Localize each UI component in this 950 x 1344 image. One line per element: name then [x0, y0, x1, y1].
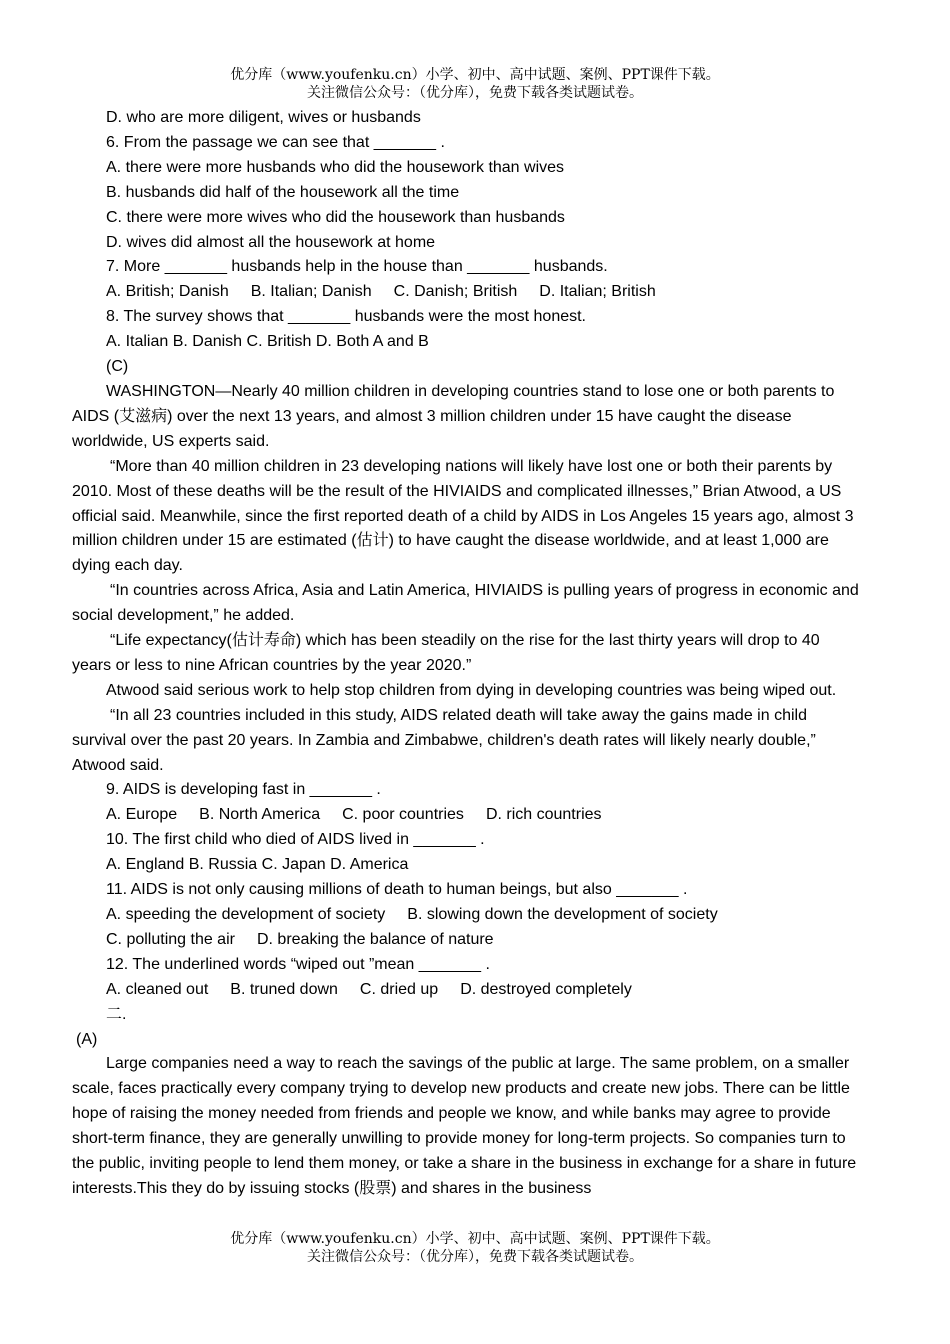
q6-option-a: A. there were more husbands who did the housework than wives: [106, 158, 565, 176]
q11-stem: 11. AIDS is not only causing millions of death to human beings, but also _______ .: [106, 881, 688, 899]
q8-stem: 8. The survey shows that _______ husbands were the most honest.: [106, 308, 586, 326]
q11-options-row-1: [72, 903, 862, 928]
q11-option-c: C. polluting the air: [106, 930, 235, 948]
q9-options: [72, 803, 862, 828]
page-footer: [0, 1230, 950, 1266]
q6-option-c: C. there were more wives who did the housework than husbands: [106, 208, 565, 226]
q9-option-d: D. rich countries: [485, 806, 602, 824]
section-2-paragraph-1: Large companies need a way to reach the savings of the public at large. The same problem, on a smaller scale, faces practically every company trying to develop new products and create new jobs. There can be little hope of raising the money needed from friends and people we know, and while banks may agree to provide short-term finance, they are generally unwilling to provide money for long-term projects. So companies turn to the public, inviting people to lend them money, or take a share in the business in exchange for a share in future interests.This they do by issuing stocks (股票) and shares in the business: [72, 1055, 857, 1197]
q11-option-d: D. breaking the balance of nature: [256, 930, 494, 948]
q12-option-a: A. cleaned out: [106, 980, 209, 998]
q7-stem: 7. More _______ husbands help in the house than _______ husbands.: [106, 258, 608, 276]
passage-c-paragraph-2: “More than 40 million children in 23 developing nations will likely have lost one or both their parents by 2010. Most of these deaths will be the result of the HIVIAIDS and complicated illnesses,” Brian Atwood, a US official said. Meanwhile, since the first reported death of a child by AIDS in Los Angeles 15 years ago, almost 3 million children under 15 are estimated (估计) to have caught the disease worldwide, and at least 1,000 are dying each day.: [72, 457, 854, 575]
q10-options: A. England B. Russia C. Japan D. America: [106, 856, 409, 874]
passage-c-paragraph-1: WASHINGTON—Nearly 40 million children in developing countries stand to lose one or both parents to AIDS (艾滋病) over the next 13 years, and almost 3 million children under 15 have caught the disease worldwide, US experts said.: [72, 382, 835, 450]
q12-options: [72, 978, 862, 1003]
section-2-label: 二.: [106, 1005, 127, 1023]
q7-option-a: A. British; Danish: [106, 283, 229, 301]
footer-line-2: 关注微信公众号：（优分库），免费下载各类试题试卷。: [307, 1249, 643, 1265]
passage-c-paragraph-6: “In all 23 countries included in this study, AIDS related death will take away the gains made in child survival over the past 20 years. In Zambia and Zimbabwe, children's death rates will likely nearly double,” Atwood said.: [72, 706, 816, 774]
q7-option-d: D. Italian; British: [539, 283, 656, 301]
footer-line-1: 优分库（www.youfenku.cn）小学、初中、高中试题、案例、PPT课件下载。: [230, 1231, 720, 1247]
q12-option-d: D. destroyed completely: [460, 980, 632, 998]
q11-option-b: B. slowing down the development of society: [407, 906, 718, 923]
section-2-passage-a-label: (A): [76, 1030, 98, 1048]
q12-option-c: C. dried up: [359, 980, 439, 998]
q12-option-b: B. truned down: [230, 980, 338, 998]
header-line-1: 优分库（www.youfenku.cn）小学、初中、高中试题、案例、PPT课件下载。: [230, 67, 720, 83]
q8-options: A. Italian B. Danish C. British D. Both A and B: [106, 333, 429, 351]
q7-option-b: B. Italian; Danish: [250, 283, 372, 301]
page-header: [0, 66, 950, 102]
q9-option-b: B. North America: [199, 806, 321, 824]
q6-option-b: B. husbands did half of the housework all the time: [106, 183, 460, 201]
q9-option-c: C. poor countries: [342, 806, 464, 824]
q9-stem: 9. AIDS is developing fast in _______ .: [106, 781, 381, 799]
header-line-2: 关注微信公众号：（优分库），免费下载各类试题试卷。: [307, 85, 643, 101]
passage-c-paragraph-5: Atwood said serious work to help stop children from dying in developing countries was being wiped out.: [106, 681, 837, 699]
q7-option-c: C. Danish; British: [393, 283, 518, 301]
q6-stem: 6. From the passage we can see that _______ .: [106, 133, 445, 151]
passage-c-paragraph-3: “In countries across Africa, Asia and Latin America, HIVIAIDS is pulling years of progress in economic and social development,” he added.: [72, 582, 859, 625]
q6-option-d: D. wives did almost all the housework at home: [106, 233, 436, 251]
q10-stem: 10. The first child who died of AIDS lived in _______ .: [106, 831, 485, 849]
passage-c-label: (C): [106, 358, 129, 376]
q12-stem: 12. The underlined words “wiped out ”mean _______ .: [106, 955, 490, 973]
q5-option-d: D. who are more diligent, wives or husbands: [106, 109, 421, 126]
document-body: [72, 106, 862, 1202]
q7-options: [72, 280, 862, 305]
q11-options-row-2: [72, 928, 862, 953]
q11-option-a: A. speeding the development of society: [106, 906, 386, 923]
q9-option-a: A. Europe: [106, 806, 178, 824]
passage-c-paragraph-4: “Life expectancy(估计寿命) which has been steadily on the rise for the last thirty years will drop to 40 years or less to nine African countries by the year 2020.”: [72, 632, 820, 674]
